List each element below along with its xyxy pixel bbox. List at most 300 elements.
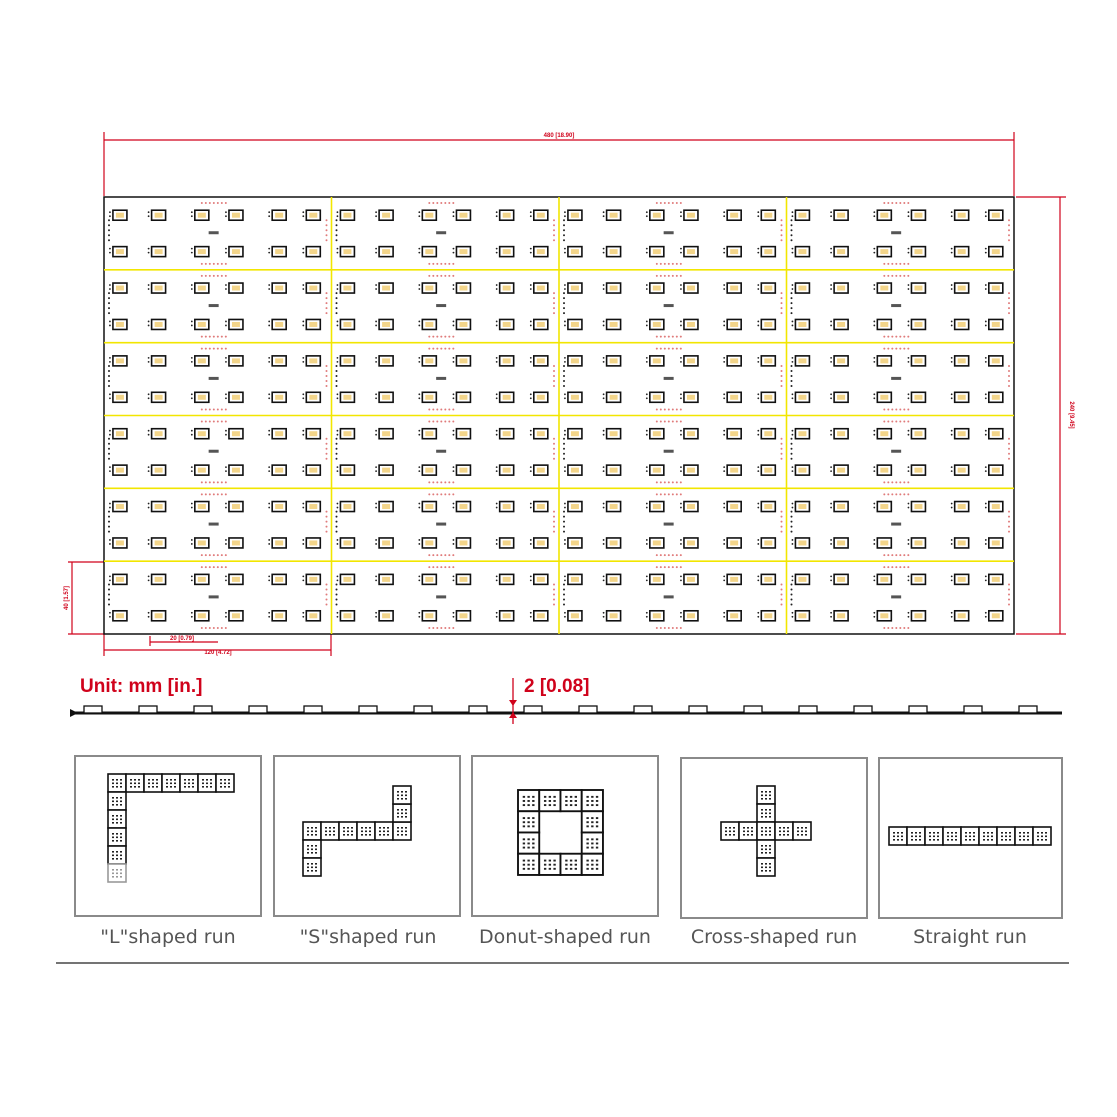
led-pad — [985, 543, 987, 545]
tile-dot — [751, 831, 753, 833]
led-pad — [191, 616, 193, 618]
tile-dot — [586, 825, 588, 827]
tile-dot — [112, 801, 114, 803]
led-pad — [951, 325, 953, 327]
tile-dot — [120, 804, 122, 806]
led-emitter — [309, 322, 317, 327]
side-dot — [108, 380, 110, 382]
tile-dot — [116, 876, 118, 878]
led-emitter — [880, 504, 888, 509]
led-pad — [830, 248, 832, 250]
led-emitter — [503, 322, 511, 327]
led-emitter — [798, 431, 806, 436]
connector-dot — [432, 627, 434, 629]
tile-dot — [596, 821, 598, 823]
led-emitter — [837, 322, 845, 327]
led-pad — [873, 470, 875, 472]
led-pad — [337, 397, 339, 399]
led-pad — [680, 470, 682, 472]
tile-dot — [351, 831, 353, 833]
led-pad — [148, 215, 150, 217]
tile-dot — [1045, 836, 1047, 838]
connector-dot — [903, 263, 905, 265]
tile-dot — [527, 838, 529, 840]
side-dot — [553, 521, 555, 523]
run-cell — [393, 822, 411, 840]
led-emitter — [730, 249, 738, 254]
led-pad — [830, 539, 832, 541]
tile-dot — [397, 827, 399, 829]
led-pad — [792, 434, 794, 436]
connector-dot — [209, 493, 211, 495]
led-emitter — [155, 322, 163, 327]
connector-dot — [656, 554, 658, 556]
led-pad — [530, 579, 532, 581]
tile-dot — [120, 840, 122, 842]
side-dot — [563, 598, 565, 600]
connector-dot — [883, 481, 885, 483]
led-emitter — [992, 358, 1000, 363]
tile-dot — [152, 783, 154, 785]
tile-dot — [761, 813, 763, 815]
led-pad — [496, 284, 498, 286]
side-profile — [70, 706, 1062, 717]
connector-dot — [656, 493, 658, 495]
connector-dot — [660, 566, 662, 568]
tile-dot — [206, 783, 208, 785]
connector-dot — [676, 627, 678, 629]
led-emitter — [116, 468, 124, 473]
led-pad — [792, 543, 794, 545]
led-pad — [109, 361, 111, 363]
tile-dot — [116, 783, 118, 785]
led-emitter — [198, 540, 206, 545]
led-emitter — [914, 577, 922, 582]
tile-dot — [1001, 832, 1003, 834]
led-pad — [148, 211, 150, 213]
tile-dot — [307, 870, 309, 872]
led-pad — [268, 539, 270, 541]
tile-dot — [116, 797, 118, 799]
connector-dot — [907, 336, 909, 338]
tile-dot — [937, 839, 939, 841]
connector-dot — [448, 336, 450, 338]
led-emitter — [571, 358, 579, 363]
led-pad — [496, 361, 498, 363]
module-marking — [209, 377, 219, 380]
connector-dot — [903, 493, 905, 495]
connector-dot — [672, 336, 674, 338]
tile-dot — [769, 852, 771, 854]
module-marking — [891, 595, 901, 598]
tile-dot — [116, 804, 118, 806]
tile-dot — [166, 786, 168, 788]
profile-end-marker — [70, 709, 78, 717]
led-emitter — [730, 213, 738, 218]
tile-dot — [527, 868, 529, 870]
led-emitter — [503, 286, 511, 291]
led-pad — [191, 393, 193, 395]
connector-dot — [440, 493, 442, 495]
led-pad — [337, 434, 339, 436]
side-dot — [781, 380, 783, 382]
tile-dot — [553, 868, 555, 870]
connector-dot — [448, 421, 450, 423]
led-pad — [951, 539, 953, 541]
tile-dot — [112, 876, 114, 878]
connector-dot — [428, 336, 430, 338]
tile-dot — [343, 827, 345, 829]
tile-dot — [769, 863, 771, 865]
led-pad — [680, 325, 682, 327]
led-emitter — [343, 577, 351, 582]
led-emitter — [116, 249, 124, 254]
side-dot — [108, 375, 110, 377]
connector-dot — [656, 275, 658, 277]
side-dot — [1008, 588, 1010, 590]
connector-dot — [680, 263, 682, 265]
led-emitter — [730, 613, 738, 618]
led-pad — [951, 430, 953, 432]
connector-dot — [676, 421, 678, 423]
led-pad — [680, 357, 682, 359]
tile-dot — [120, 779, 122, 781]
led-pad — [873, 321, 875, 323]
tile-dot — [761, 827, 763, 829]
led-emitter — [653, 577, 661, 582]
connector-dot — [887, 493, 889, 495]
led-pad — [603, 211, 605, 213]
connector-dot — [225, 202, 227, 204]
led-pad — [418, 357, 420, 359]
tile-dot — [549, 864, 551, 866]
connector-dot — [205, 409, 207, 411]
tile-dot — [911, 836, 913, 838]
led-pad — [302, 430, 304, 432]
connector-dot — [672, 554, 674, 556]
tile-dot — [586, 804, 588, 806]
tile-dot — [553, 800, 555, 802]
led-pad — [375, 252, 377, 254]
led-pad — [302, 357, 304, 359]
tile-dot — [769, 813, 771, 815]
connector-dot — [209, 202, 211, 204]
led-emitter — [503, 577, 511, 582]
profile-component — [524, 706, 542, 713]
led-pad — [375, 430, 377, 432]
connector-dot — [903, 554, 905, 556]
side-dot — [326, 307, 328, 309]
led-emitter — [958, 322, 966, 327]
connector-dot — [444, 336, 446, 338]
tile-dot — [765, 852, 767, 854]
led-pad — [109, 325, 111, 327]
led-pad — [109, 470, 111, 472]
side-dot — [336, 516, 338, 518]
connector-dot — [672, 409, 674, 411]
tile-dot — [955, 836, 957, 838]
led-emitter — [503, 395, 511, 400]
tile-dot — [901, 836, 903, 838]
led-pad — [302, 503, 304, 505]
module-marking — [209, 231, 219, 234]
led-pad — [418, 397, 420, 399]
led-pad — [723, 252, 725, 254]
connector-dot — [899, 409, 901, 411]
side-dot — [336, 458, 338, 460]
tile-dot — [174, 786, 176, 788]
side-dot — [326, 593, 328, 595]
side-dot — [781, 603, 783, 605]
led-pad — [496, 575, 498, 577]
module-marking — [891, 304, 901, 307]
led-pad — [225, 612, 227, 614]
led-pad — [680, 252, 682, 254]
tile-dot — [379, 834, 381, 836]
tile-dot — [969, 836, 971, 838]
tile-dot — [401, 831, 403, 833]
led-pad — [109, 393, 111, 395]
tile-dot — [586, 864, 588, 866]
tile-dot — [405, 813, 407, 815]
tile-dot — [801, 834, 803, 836]
connector-dot — [225, 348, 227, 350]
led-pad — [680, 539, 682, 541]
led-pad — [337, 539, 339, 541]
side-dot — [781, 375, 783, 377]
led-pad — [109, 434, 111, 436]
tile-dot — [765, 870, 767, 872]
tile-dot — [544, 860, 546, 862]
led-emitter — [343, 613, 351, 618]
connector-dot — [452, 263, 454, 265]
led-pad — [148, 248, 150, 250]
led-pad — [496, 616, 498, 618]
led-pad — [191, 357, 193, 359]
connector-dot — [899, 336, 901, 338]
connector-dot — [201, 275, 203, 277]
profile-component — [469, 706, 487, 713]
led-emitter — [343, 213, 351, 218]
tile-dot — [116, 786, 118, 788]
led-pad — [530, 612, 532, 614]
led-pad — [453, 575, 455, 577]
led-pad — [646, 393, 648, 395]
led-emitter — [309, 613, 317, 618]
run-cell — [108, 864, 126, 882]
side-dot — [781, 511, 783, 513]
side-dot — [553, 239, 555, 241]
side-dot — [781, 593, 783, 595]
led-pad — [830, 507, 832, 509]
led-pad — [792, 397, 794, 399]
led-emitter — [503, 540, 511, 545]
tile-dot — [805, 834, 807, 836]
led-emitter — [459, 504, 467, 509]
tile-dot — [933, 832, 935, 834]
tile-dot — [120, 855, 122, 857]
tile-dot — [765, 834, 767, 836]
led-pad — [603, 357, 605, 359]
led-pad — [564, 325, 566, 327]
run-cell — [1015, 827, 1033, 845]
tile-dot — [951, 832, 953, 834]
profile-component — [854, 706, 872, 713]
led-pad — [418, 466, 420, 468]
connector-dot — [883, 493, 885, 495]
run-cell — [979, 827, 997, 845]
connector-dot — [444, 409, 446, 411]
led-pad — [792, 357, 794, 359]
tile-dot — [1023, 836, 1025, 838]
side-dot — [1008, 526, 1010, 528]
connector-dot — [452, 481, 454, 483]
connector-dot — [428, 409, 430, 411]
side-dot — [553, 365, 555, 367]
side-dot — [336, 521, 338, 523]
led-pad — [337, 579, 339, 581]
side-dot — [563, 239, 565, 241]
led-pad — [908, 430, 910, 432]
connector-dot — [448, 202, 450, 204]
side-dot — [108, 593, 110, 595]
led-pad — [225, 543, 227, 545]
led-emitter — [382, 468, 390, 473]
tile-dot — [351, 834, 353, 836]
tile-dot — [544, 868, 546, 870]
led-pad — [646, 434, 648, 436]
run-cell — [582, 832, 603, 853]
tile-dot — [933, 839, 935, 841]
led-pad — [418, 503, 420, 505]
tile-dot — [138, 783, 140, 785]
led-emitter — [459, 213, 467, 218]
led-emitter — [116, 613, 124, 618]
connector-dot — [428, 421, 430, 423]
tile-dot — [307, 834, 309, 836]
led-emitter — [343, 431, 351, 436]
led-emitter — [537, 504, 545, 509]
connector-dot — [428, 493, 430, 495]
led-pad — [530, 507, 532, 509]
led-emitter — [198, 431, 206, 436]
tile-dot — [527, 804, 529, 806]
run-l — [75, 756, 261, 948]
led-pad — [453, 434, 455, 436]
led-pad — [603, 434, 605, 436]
side-dot — [1008, 307, 1010, 309]
led-pad — [830, 325, 832, 327]
connector-dot — [668, 627, 670, 629]
connector-dot — [907, 348, 909, 350]
module-marking — [436, 450, 446, 453]
tile-dot — [397, 795, 399, 797]
connector-dot — [668, 493, 670, 495]
connector-dot — [213, 275, 215, 277]
led-emitter — [425, 249, 433, 254]
side-dot — [336, 598, 338, 600]
tile-dot — [315, 831, 317, 833]
connector-dot — [672, 263, 674, 265]
led-pad — [148, 393, 150, 395]
led-emitter — [798, 322, 806, 327]
side-dot — [563, 453, 565, 455]
tile-dot — [405, 791, 407, 793]
connector-dot — [672, 421, 674, 423]
led-pad — [792, 539, 794, 541]
led-pad — [375, 248, 377, 250]
led-pad — [830, 612, 832, 614]
led-pad — [191, 612, 193, 614]
module-height-dimension-label: 40 [1.57] — [64, 585, 70, 611]
led-pad — [375, 288, 377, 290]
tile-dot — [765, 791, 767, 793]
tile-dot — [523, 800, 525, 802]
tile-dot — [361, 827, 363, 829]
led-emitter — [459, 395, 467, 400]
connector-dot — [883, 421, 885, 423]
side-dot — [1008, 370, 1010, 372]
led-emitter — [992, 468, 1000, 473]
led-pad — [496, 252, 498, 254]
led-emitter — [992, 322, 1000, 327]
tile-dot — [224, 786, 226, 788]
connector-dot — [225, 336, 227, 338]
connector-dot — [676, 348, 678, 350]
led-pad — [191, 397, 193, 399]
led-pad — [985, 288, 987, 290]
led-emitter — [382, 395, 390, 400]
led-pad — [418, 470, 420, 472]
led-emitter — [610, 468, 618, 473]
side-dot — [553, 593, 555, 595]
led-emitter — [309, 358, 317, 363]
tile-dot — [596, 864, 598, 866]
connector-dot — [895, 481, 897, 483]
tile-dot — [591, 847, 593, 849]
connector-dot — [217, 493, 219, 495]
module-marking — [209, 450, 219, 453]
led-pad — [225, 470, 227, 472]
side-dot — [336, 385, 338, 387]
side-dot — [1008, 375, 1010, 377]
connector-dot — [668, 263, 670, 265]
connector-dot — [899, 566, 901, 568]
led-pad — [191, 579, 193, 581]
side-dot — [1008, 302, 1010, 304]
tile-dot — [116, 815, 118, 817]
side-dot — [563, 219, 565, 221]
led-pad — [603, 215, 605, 217]
led-pad — [908, 252, 910, 254]
led-pad — [337, 507, 339, 509]
led-pad — [830, 503, 832, 505]
tile-dot — [761, 816, 763, 818]
led-pad — [603, 466, 605, 468]
led-pad — [302, 543, 304, 545]
led-pad — [225, 539, 227, 541]
module-marking — [209, 523, 219, 526]
connector-dot — [891, 493, 893, 495]
side-dot — [108, 297, 110, 299]
tile-dot — [596, 838, 598, 840]
tile-dot — [937, 832, 939, 834]
side-dot — [553, 583, 555, 585]
connector-dot — [448, 566, 450, 568]
led-pad — [680, 284, 682, 286]
led-pad — [375, 284, 377, 286]
tile-dot — [549, 860, 551, 862]
